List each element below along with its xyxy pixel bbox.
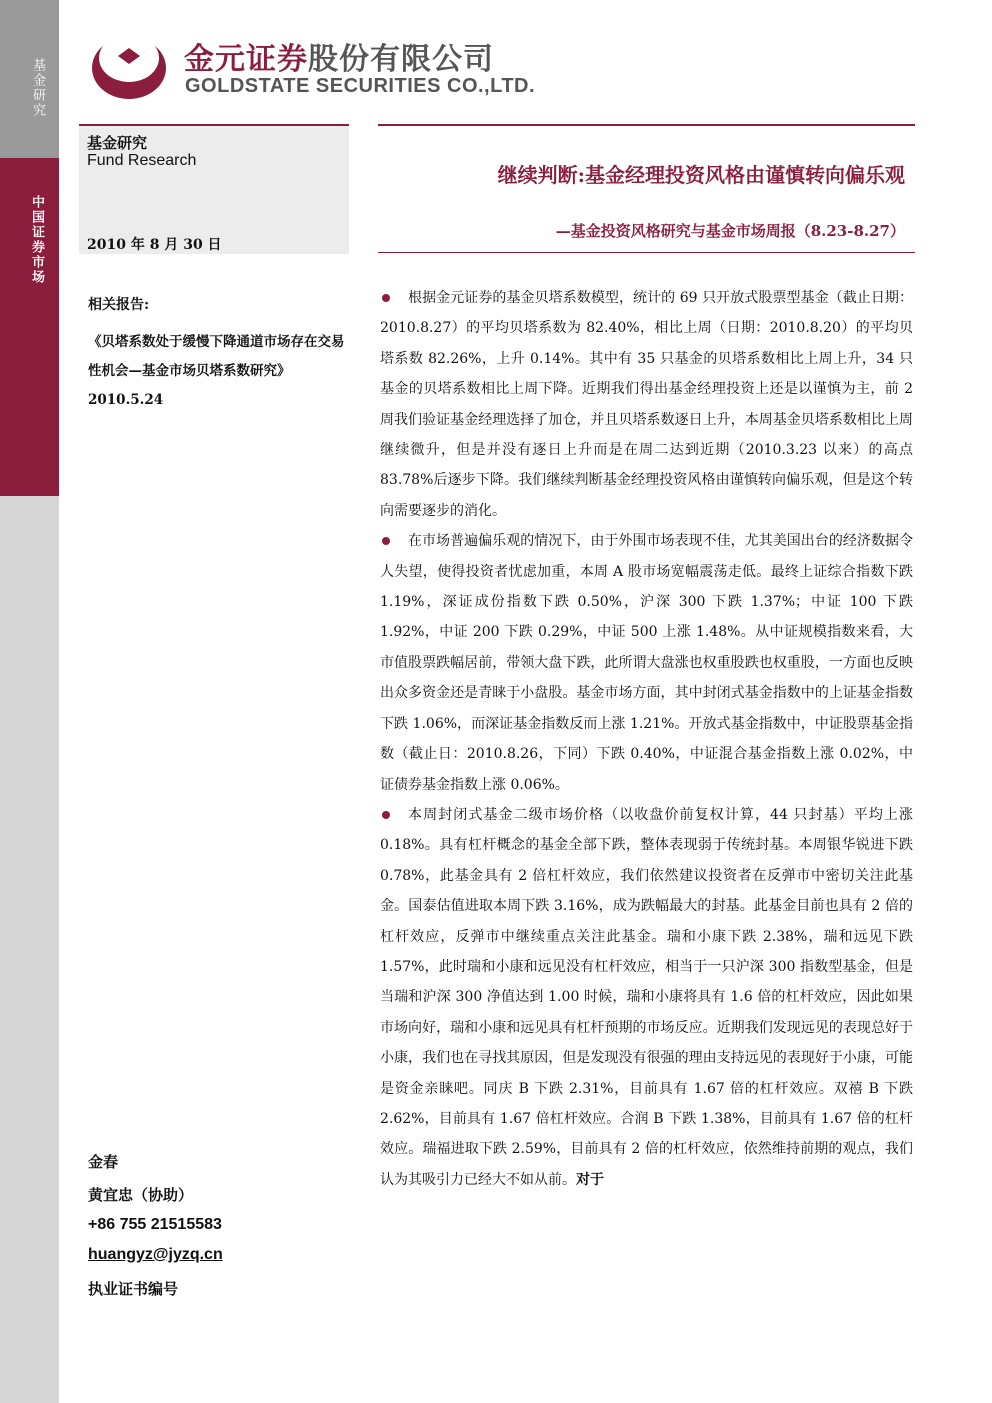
report-date: 2010 年 8 月 30 日 bbox=[87, 237, 222, 253]
assistant-name: 黄宜忠（协助） bbox=[88, 1186, 194, 1204]
author-phone: +86 755 21515583 bbox=[88, 1216, 222, 1233]
title-top-rule bbox=[378, 124, 915, 126]
sidebar-mid-label: 中国证券市场 bbox=[29, 195, 44, 285]
category-en: Fund Research bbox=[87, 152, 197, 169]
category-cn: 基金研究 bbox=[87, 134, 148, 152]
body-paragraph-1 bbox=[380, 283, 913, 526]
paragraph-3-text: 本周封闭式基金二级市场价格（以收盘价前复权计算，44 只封基）平均上涨 0.18%。具有杠杆概念的基金全部下跌，整体表现弱于传统封基。本周银华锐进下跌 0.78%，此基金具有 2 倍杠杆效应，我们依然建议投资者在反弹市中密切关注此基金。国泰估值进取本周下跌 3.16%，成为跌幅最大的封基。此基金目前也具有 2 倍的杠杆效应，反弹市中继续重点关注此基金。瑞和小康下跌 2.38%，瑞和远见下跌 1.57%，此时瑞和小康和远见没有杠杆效应，相当于一只沪深 300 指数型基金，但是当瑞和沪深 300 净值达到 1.00 时候，瑞和小康将具有 1.6 倍的杠杆效应，因此如果市场向好，瑞和小康和远见具有杠杆预期的市场反应。近期我们发现远见的表现总好于小康，我们也在寻找其原因，但是发现没有很强的理由支持远见的表现好于小康，可能是资金亲睐吧。同庆 B 下跌 2.31%，目前具有 1.67 倍的杠杆效应。双禧 B 下跌 2.62%，目前具有 1.67 倍杠杆效应。合润 B 下跌 1.38%，目前具有 1.67 倍的杠杆效应。瑞福进取下跌 2.59%，目前具有 2 倍的杠杆效应，依然维持前期的观点，我们认为其吸引力已经大不如从前。 bbox=[380, 806, 913, 1188]
sidebar-bottom-band bbox=[0, 496, 59, 1403]
bullet-icon bbox=[382, 537, 390, 545]
author-name: 金春 bbox=[88, 1153, 119, 1171]
paragraph-2-text: 在市场普遍偏乐观的情况下，由于外围市场表现不佳，尤其美国出台的经济数据令人失望，使得投资者忧虑加重，本周 A 股市场宽幅震荡走低。最终上证综合指数下跌 1.19%，深证成份指数下跌 0.50%，沪深 300 下跌 1.37%；中证 100 下跌 1.92%，中证 200 下跌 0.29%，中证 500 上涨 1.48%。从中证规模指数来看，大市值股票跌幅居前，带领大盘下跌，此所谓大盘涨也权重股跌也权重股，一方面也反映出众多资金还是青睐于小盘股。基金市场方面，其中封闭式基金指数中的上证基金指数下跌 1.06%，而深证基金指数反而上涨 1.21%。开放式基金指数中，中证股票基金指数（截止日：2010.8.26，下同）下跌 0.40%，中证混合基金指数上涨 0.02%，中证债券基金指数上涨 0.06%。 bbox=[380, 533, 913, 793]
paragraph-3-tail: 对于 bbox=[576, 1171, 604, 1188]
bullet-icon bbox=[382, 811, 390, 819]
company-name-cn bbox=[184, 34, 494, 78]
body-paragraph-2 bbox=[380, 526, 913, 800]
related-reports-label: 相关报告: bbox=[88, 297, 150, 313]
company-name-en: GOLDSTATE SECURITIES CO.,LTD. bbox=[185, 75, 536, 97]
company-name-cn-rest: 股份有限公司 bbox=[308, 42, 494, 77]
company-logo-icon bbox=[90, 30, 168, 100]
cert-number-cutoff: 执业证书编号 bbox=[88, 1280, 179, 1298]
report-subtitle: —基金投资风格研究与基金市场周报（8.23-8.27） bbox=[555, 222, 905, 240]
bullet-icon bbox=[382, 294, 390, 302]
report-title: 继续判断:基金经理投资风格由谨慎转向偏乐观 bbox=[497, 163, 905, 187]
paragraph-1-text: 根据金元证券的基金贝塔系数模型，统计的 69 只开放式股票型基金（截止日期：2010.8.27）的平均贝塔系数为 82.40%，相比上周（日期：2010.8.20）的平均贝塔系数 82.26%，上升 0.14%。其中有 35 只基金的贝塔系数相比上周上升，34 只基金的贝塔系数相比上周下降。近期我们得出基金经理投资上还是以谨慎为主，前 2 周我们验证基金经理选择了加仓，并且贝塔系数逐日上升，本周基金贝塔系数相比上周继续微升，但是并没有逐日上升而是在周二达到近期（2010.3.23 以来）的高点 83.78%后逐步下降。我们继续判断基金经理投资风格由谨慎转向偏乐观，但是这个转向需要逐步的消化。 bbox=[380, 290, 913, 519]
related-report-item: 《贝塔系数处于缓慢下降通道市场存在交易性机会—基金市场贝塔系数研究》2010.5.24 bbox=[88, 334, 345, 408]
subtitle-rule bbox=[378, 252, 915, 253]
company-name-cn-brand: 金元证券 bbox=[184, 42, 308, 77]
author-email-link[interactable]: huangyz@jyzq.cn bbox=[88, 1246, 223, 1263]
report-body bbox=[380, 283, 913, 1195]
body-paragraph-3 bbox=[380, 800, 913, 1195]
report-info-box bbox=[79, 124, 349, 254]
sidebar-top-label: 基金研究 bbox=[30, 58, 45, 118]
